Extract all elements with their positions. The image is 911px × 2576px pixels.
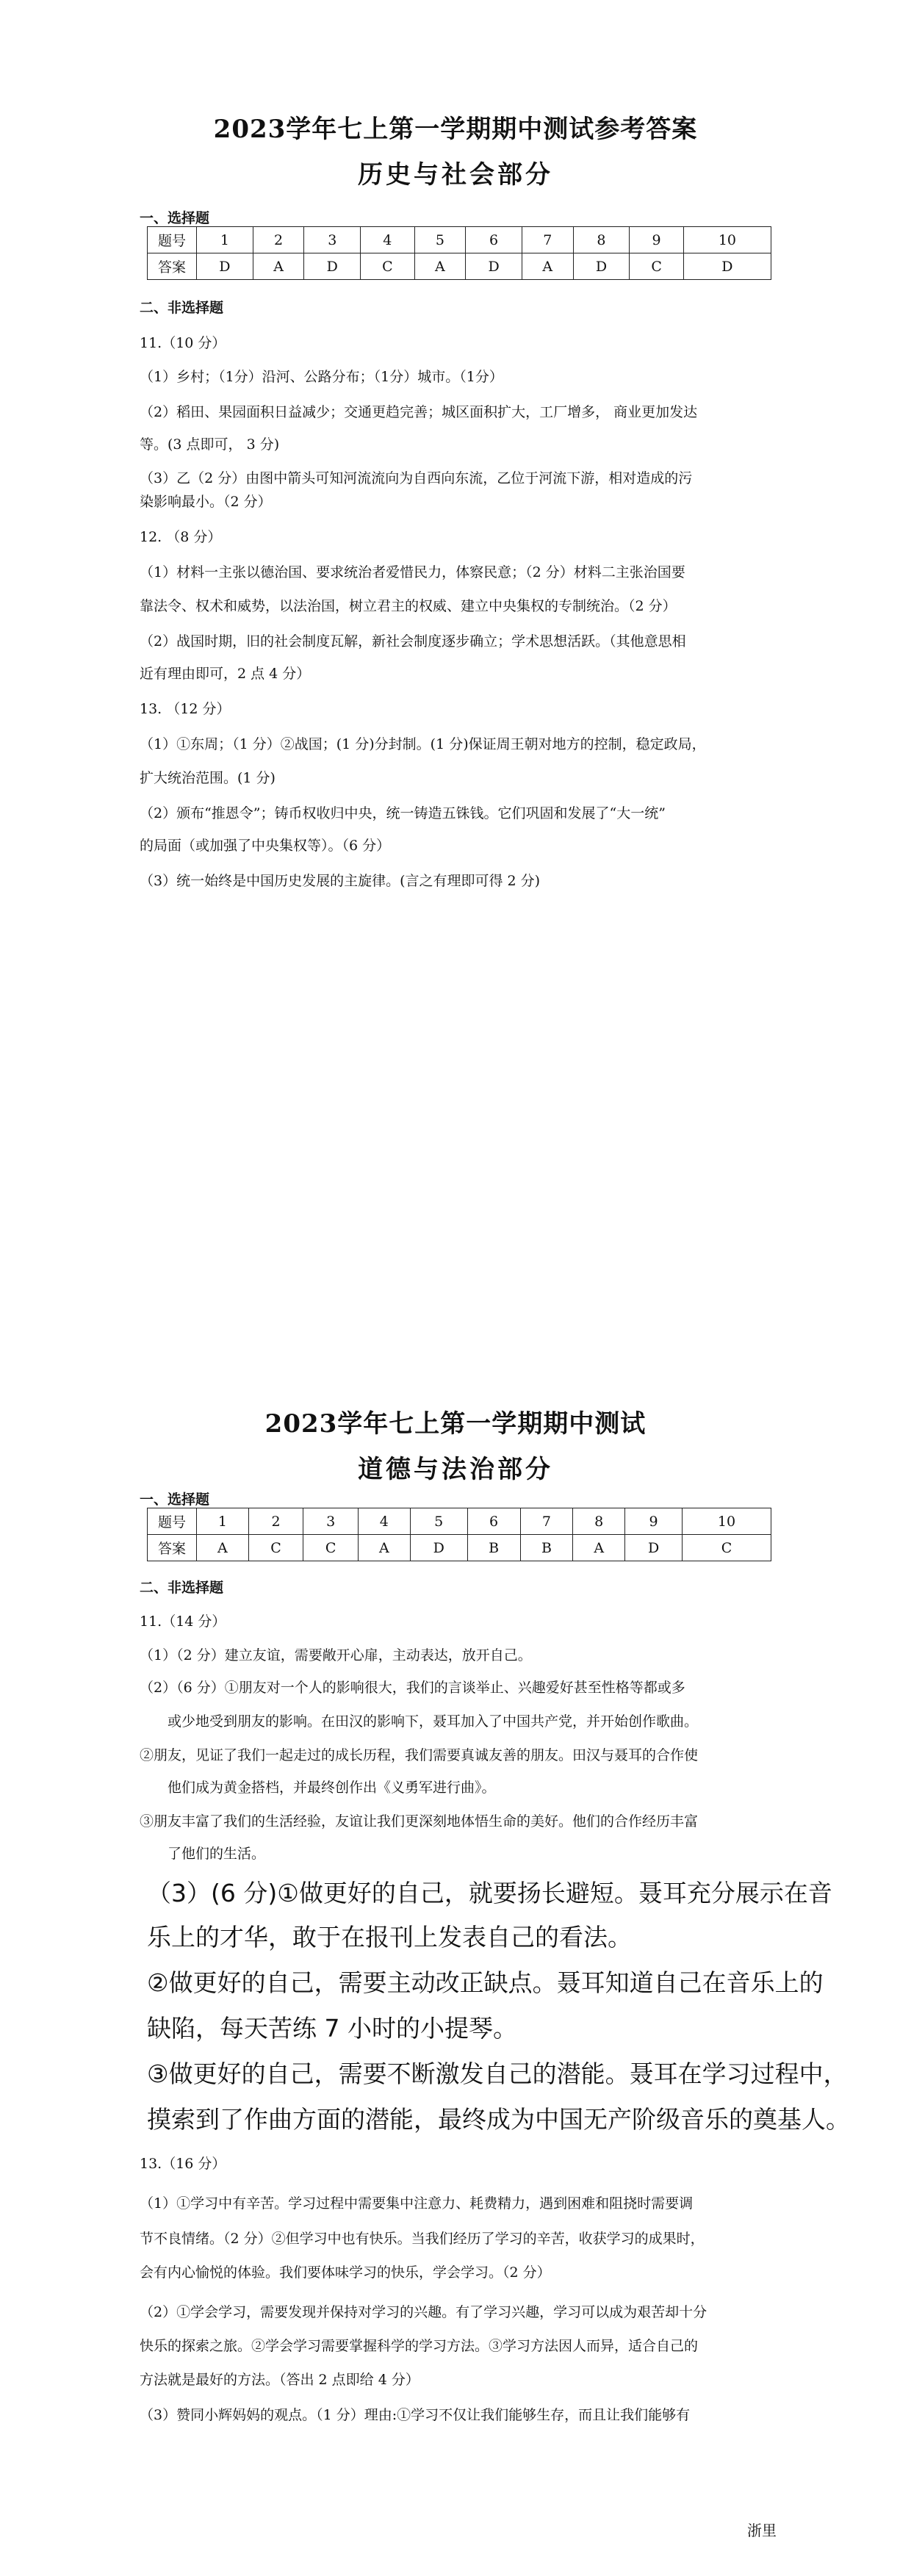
- answer-line: 等。(3 点即可， 3 分): [140, 436, 280, 453]
- table-cell: 5: [410, 1508, 467, 1535]
- answer-line: 方法就是最好的方法。（答出 2 点即给 4 分）: [140, 2372, 420, 2388]
- table-cell: C: [361, 253, 414, 280]
- history-answer-table: [147, 226, 771, 280]
- answer-line: 13. （12 分）: [140, 701, 231, 717]
- history-section-choice: 一、选择题: [140, 210, 210, 226]
- table-cell: B: [520, 1535, 573, 1561]
- answer-line-large: 缺陷，每天苦练 7 小时的小提琴。: [147, 2014, 517, 2043]
- answer-line: ③朋友丰富了我们的生活经验，友谊让我们更深刻地体悟生命的美好。他们的合作经历丰富: [140, 1813, 699, 1830]
- table-header-cell: 题号: [148, 1508, 197, 1535]
- answer-line: （1）乡村；（1分）沿河、公路分布；（1分）城市。（1分）: [140, 369, 503, 385]
- answer-line: 节不良情绪。（2 分）②但学习中也有快乐。当我们经历了学习的辛苦，收获学习的成果时，: [140, 2231, 705, 2247]
- table-cell: D: [197, 253, 253, 280]
- morality-section-choice: 一、选择题: [140, 1492, 210, 1508]
- table-row: [148, 227, 771, 253]
- answer-line: 11.（10 分）: [140, 335, 226, 351]
- table-cell: 4: [358, 1508, 410, 1535]
- table-cell: A: [573, 1535, 625, 1561]
- answer-line: 11.（14 分）: [140, 1613, 226, 1630]
- answer-line: （3）统一始终是中国历史发展的主旋律。(言之有理即可得 2 分): [140, 873, 541, 889]
- answer-line: 近有理由即可，2 点 4 分）: [140, 666, 311, 682]
- morality-section-nonchoice: 二、非选择题: [140, 1580, 224, 1596]
- table-cell: D: [625, 1535, 683, 1561]
- table-cell: D: [304, 253, 361, 280]
- answer-line: （2）稻田、果园面积日益减少；交通更趋完善；城区面积扩大，工厂增多， 商业更加发达: [140, 404, 698, 420]
- table-cell: 8: [573, 1508, 625, 1535]
- table-cell: A: [414, 253, 466, 280]
- morality-title: 2023学年七上第一学期期中测试: [264, 1409, 647, 1439]
- answer-line: （1）①东周；（1 分）②战国；(1 分)分封制。(1 分)保证周王朝对地方的控制，稳定政局，: [140, 736, 706, 752]
- answer-line: 会有内心愉悦的体验。我们要体味学习的快乐，学会学习。（2 分）: [140, 2264, 551, 2281]
- table-cell: C: [630, 253, 683, 280]
- answer-line: （2）战国时期，旧的社会制度瓦解，新社会制度逐步确立；学术思想活跃。（其他意思相: [140, 633, 686, 650]
- answer-line-large: 摸索到了作曲方面的潜能，最终成为中国无产阶级音乐的奠基人。: [147, 2105, 850, 2134]
- table-cell: 1: [197, 1508, 249, 1535]
- answer-line: 他们成为黄金搭档，并最终创作出《义勇军进行曲》。: [168, 1780, 496, 1796]
- table-cell: 2: [253, 227, 304, 253]
- table-cell: D: [683, 253, 771, 280]
- answer-line: 13.（16 分）: [140, 2156, 226, 2172]
- answer-line: （3）赞同小辉妈妈的观点。（1 分）理由:①学习不仅让我们能够生存，而且让我们能够有: [140, 2407, 691, 2423]
- table-cell: 7: [522, 227, 573, 253]
- table-cell: 1: [197, 227, 253, 253]
- answer-line-large: ②做更好的自己，需要主动改正缺点。聂耳知道自己在音乐上的: [147, 1968, 824, 1997]
- answer-line: 扩大统治范围。(1 分): [140, 770, 276, 786]
- table-header-cell: 答案: [148, 253, 197, 280]
- history-title: 2023学年七上第一学期期中测试参考答案: [213, 115, 698, 144]
- answer-line: （1）①学习中有辛苦。学习过程中需要集中注意力、耗费精力，遇到困难和阻挠时需要调: [140, 2195, 694, 2212]
- answer-line-large: ③做更好的自己，需要不断激发自己的潜能。聂耳在学习过程中，: [147, 2059, 848, 2088]
- morality-subtitle: 道德与法治部分: [358, 1455, 553, 1484]
- table-cell: 3: [304, 227, 361, 253]
- answer-line: （2）颁布“推恩令”；铸币权收归中央，统一铸造五铢钱。它们巩固和发展了“大一统”: [140, 805, 666, 821]
- page-footer: 浙里: [747, 2522, 777, 2539]
- table-cell: A: [358, 1535, 410, 1561]
- table-cell: 9: [630, 227, 683, 253]
- table-cell: 5: [414, 227, 466, 253]
- table-cell: 2: [248, 1508, 303, 1535]
- table-cell: 6: [466, 227, 522, 253]
- table-cell: 9: [625, 1508, 683, 1535]
- table-cell: 7: [520, 1508, 573, 1535]
- table-cell: B: [467, 1535, 520, 1561]
- answer-line: 12. （8 分）: [140, 529, 222, 545]
- table-cell: A: [197, 1535, 249, 1561]
- table-cell: 10: [683, 1508, 771, 1535]
- answer-line: ②朋友，见证了我们一起走过的成长历程，我们需要真诚友善的朋友。田汉与聂耳的合作使: [140, 1747, 699, 1763]
- answer-line-large: 乐上的才华，敢于在报刊上发表自己的看法。: [147, 1923, 632, 1951]
- table-cell: C: [303, 1535, 359, 1561]
- table-cell: 8: [573, 227, 630, 253]
- table-header-cell: 题号: [148, 227, 197, 253]
- table-cell: A: [253, 253, 304, 280]
- history-section-nonchoice: 二、非选择题: [140, 300, 224, 316]
- answer-line-large: （3）(6 分)①做更好的自己，就要扬长避短。聂耳充分展示在音: [147, 1879, 832, 1907]
- table-cell: 4: [361, 227, 414, 253]
- table-cell: 10: [683, 227, 771, 253]
- answer-line: 快乐的探索之旅。②学会学习需要掌握科学的学习方法。③学习方法因人而异，适合自己的: [140, 2338, 699, 2354]
- morality-answer-table: [147, 1508, 771, 1561]
- table-cell: D: [410, 1535, 467, 1561]
- answer-line: 或少地受到朋友的影响。在田汉的影响下，聂耳加入了中国共产党，并开始创作歌曲。: [168, 1713, 699, 1730]
- table-cell: C: [248, 1535, 303, 1561]
- answer-line: 染影响最小。（2 分）: [140, 494, 272, 510]
- table-row: [148, 1508, 771, 1535]
- table-cell: 6: [467, 1508, 520, 1535]
- table-header-cell: 答案: [148, 1535, 197, 1561]
- answer-line: 靠法令、权术和威势，以法治国，树立君主的权威、建立中央集权的专制统治。（2 分）: [140, 598, 677, 614]
- answer-line: 的局面（或加强了中央集权等）。（6 分）: [140, 838, 391, 854]
- answer-line: 了他们的生活。: [168, 1846, 266, 1862]
- answer-line: （2）①学会学习，需要发现并保持对学习的兴趣。有了学习兴趣，学习可以成为艰苦却十分: [140, 2304, 707, 2320]
- table-row: [148, 1535, 771, 1561]
- table-cell: C: [683, 1535, 771, 1561]
- table-row: [148, 253, 771, 280]
- table-cell: D: [573, 253, 630, 280]
- table-cell: A: [522, 253, 573, 280]
- answer-line: （1）材料一主张以德治国、要求统治者爱惜民力，体察民意；（2 分）材料二主张治国要: [140, 564, 685, 580]
- history-subtitle: 历史与社会部分: [358, 160, 553, 190]
- answer-line: （3）乙（2 分）由图中箭头可知河流流向为自西向东流，乙位于河流下游，相对造成的污: [140, 470, 693, 486]
- table-cell: 3: [303, 1508, 359, 1535]
- answer-line: （2）（6 分）①朋友对一个人的影响很大，我们的言谈举止、兴趣爱好甚至性格等都或多: [140, 1680, 685, 1696]
- table-cell: D: [466, 253, 522, 280]
- answer-line: （1）（2 分）建立友谊，需要敞开心扉，主动表达，放开自己。: [140, 1647, 532, 1663]
